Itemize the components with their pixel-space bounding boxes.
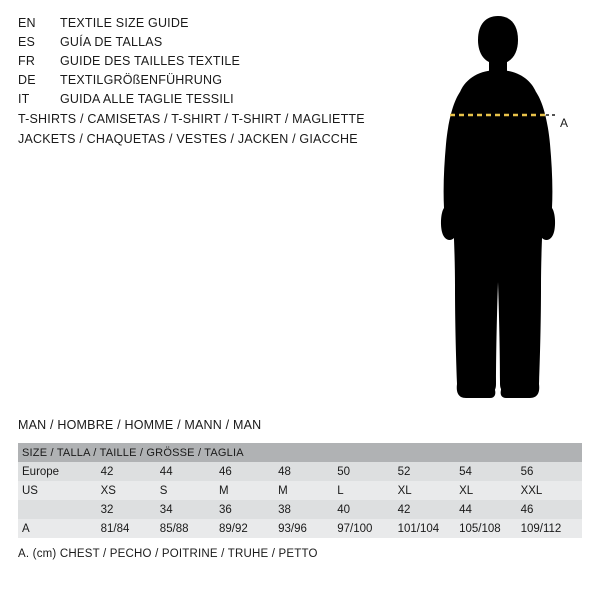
category-jackets: JACKETS / CHAQUETAS / VESTES / JACKEN / GIACCHE	[18, 132, 358, 146]
table-header-label: SIZE / TALLA / TAILLE / GRÖSSE / TAGLIA	[18, 443, 582, 462]
cell: XL	[398, 481, 460, 500]
body-shape	[441, 16, 555, 398]
table-header-row	[18, 443, 582, 462]
cell: 56	[521, 462, 582, 481]
category-tshirts: T-SHIRTS / CAMISETAS / T-SHIRT / T-SHIRT / MAGLIETTE	[18, 112, 365, 126]
language-title: GUIDE DES TAILLES TEXTILE	[60, 54, 241, 68]
language-row	[18, 54, 348, 73]
silhouette-svg	[400, 12, 600, 407]
language-code: DE	[18, 73, 36, 87]
cell: 101/104	[398, 519, 460, 538]
cell: XS	[101, 481, 160, 500]
language-title: TEXTILGRÖßENFÜHRUNG	[60, 73, 223, 87]
cell: 109/112	[521, 519, 582, 538]
category-list	[18, 112, 378, 152]
row-label	[18, 500, 101, 519]
measure-label-a: A	[560, 116, 569, 130]
language-title: GUIDA ALLE TAGLIE TESSILI	[60, 92, 234, 106]
language-code: IT	[18, 92, 30, 106]
male-silhouette-figure	[400, 12, 600, 407]
footnote-chest-measure: A. (cm) CHEST / PECHO / POITRINE / TRUHE / PETTO	[18, 548, 318, 560]
language-code: ES	[18, 35, 36, 49]
cell: 54	[459, 462, 521, 481]
cell: 89/92	[219, 519, 278, 538]
cell: L	[337, 481, 397, 500]
language-row	[18, 92, 348, 111]
language-title: TEXTILE SIZE GUIDE	[60, 16, 189, 30]
cell: 40	[337, 500, 397, 519]
cell: 34	[160, 500, 219, 519]
language-code: FR	[18, 54, 36, 68]
cell: 42	[398, 500, 460, 519]
row-label: A	[18, 519, 101, 538]
language-code: EN	[18, 16, 36, 30]
row-label: Europe	[18, 462, 101, 481]
cell: 36	[219, 500, 278, 519]
cell: 44	[459, 500, 521, 519]
cell: 42	[101, 462, 160, 481]
table-row	[18, 500, 582, 519]
cell: 97/100	[337, 519, 397, 538]
language-title: GUÍA DE TALLAS	[60, 35, 163, 49]
cell: 81/84	[101, 519, 160, 538]
cell: XL	[459, 481, 521, 500]
table-row	[18, 462, 582, 481]
row-label: US	[18, 481, 101, 500]
table-row	[18, 519, 582, 538]
language-list	[18, 16, 348, 111]
cell: 32	[101, 500, 160, 519]
cell: 48	[278, 462, 337, 481]
cell: M	[278, 481, 337, 500]
cell: 52	[398, 462, 460, 481]
cell: 44	[160, 462, 219, 481]
cell: 46	[521, 500, 582, 519]
language-row	[18, 16, 348, 35]
gender-heading: MAN / HOMBRE / HOMME / MANN / MAN	[18, 418, 262, 432]
table-row	[18, 481, 582, 500]
cell: 46	[219, 462, 278, 481]
language-row	[18, 35, 348, 54]
cell: 93/96	[278, 519, 337, 538]
cell: 50	[337, 462, 397, 481]
cell: S	[160, 481, 219, 500]
size-table	[18, 443, 582, 538]
cell: M	[219, 481, 278, 500]
cell: 85/88	[160, 519, 219, 538]
cell: 105/108	[459, 519, 521, 538]
cell: XXL	[521, 481, 582, 500]
language-row	[18, 73, 348, 92]
cell: 38	[278, 500, 337, 519]
